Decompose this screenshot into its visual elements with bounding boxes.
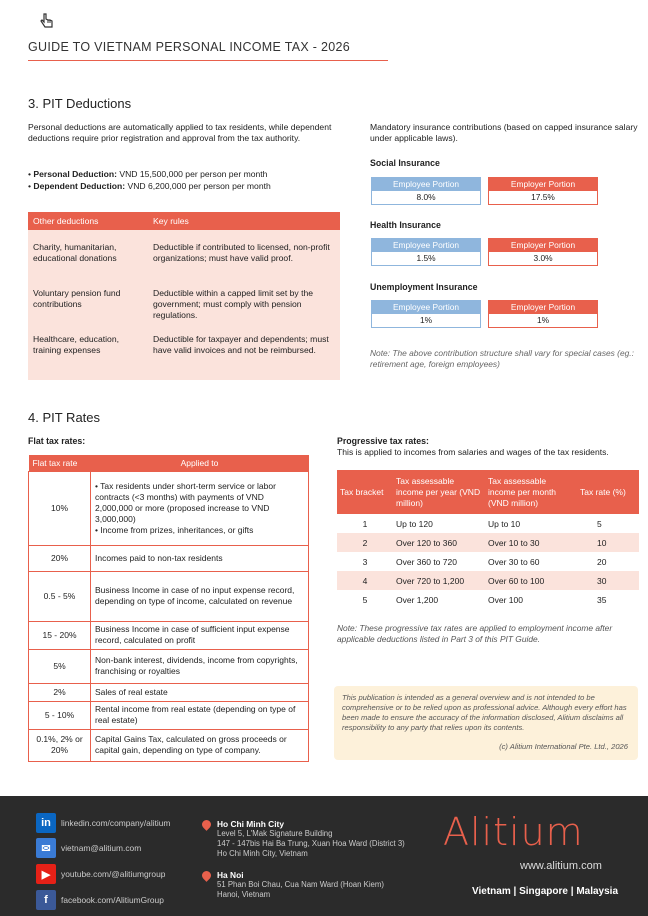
table-cell: Incomes paid to non-tax residents — [91, 545, 309, 571]
office-hcmc — [202, 819, 405, 859]
employee-portion-label: Employee Portion — [371, 177, 481, 191]
facebook-link[interactable] — [36, 890, 164, 910]
table-cell: Over 60 to 100 — [485, 571, 577, 590]
table-cell: Over 100 — [488, 594, 523, 605]
table-cell: 1 — [362, 518, 368, 529]
employer-portion-box — [488, 300, 598, 328]
table-cell: 0.5 - 5% — [29, 571, 91, 621]
table-row — [29, 471, 309, 545]
email-link[interactable] — [36, 838, 141, 858]
table-cell: Business Income in case of no input expense record, depending on type of income, calculated on revenue — [91, 571, 309, 621]
youtube-icon: ▶ — [36, 864, 56, 884]
office-address-line: Level 5, L'Mak Signature Building — [217, 829, 333, 838]
website-link[interactable]: www.alitium.com — [520, 860, 602, 872]
table-row — [29, 621, 309, 649]
table-cell: 2% — [29, 683, 91, 701]
table-cell: 15 - 20% — [29, 621, 91, 649]
table-cell: Rental income from real estate (depending on type of real estate) — [91, 701, 309, 729]
table-cell: 5% — [29, 649, 91, 683]
employee-portion-value: 8.0% — [371, 191, 481, 205]
table-cell: 3 — [362, 556, 368, 567]
personal-deduction-item: • Personal Deduction: VND 15,500,000 per person per month — [28, 169, 268, 179]
table-cell: Over 360 to 720 — [396, 556, 457, 567]
employer-portion-box — [488, 177, 598, 205]
office-address-line: Hanoi, Vietnam — [217, 890, 271, 899]
brand-logo: Alitium — [443, 810, 584, 854]
dependent-deduction-item: • Dependent Deduction: VND 6,200,000 per person per month — [28, 181, 271, 191]
progressive-rates-title: Progressive tax rates: — [337, 436, 429, 446]
office-city: Ho Chi Minh City — [217, 819, 284, 829]
page-title: GUIDE TO VIETNAM PERSONAL INCOME TAX - 2026 — [28, 40, 351, 54]
table-cell: 30 — [577, 571, 639, 590]
disclaimer-box — [334, 686, 638, 760]
table-cell: Healthcare, education, training expenses — [33, 334, 119, 355]
progressive-note: Note: These progressive tax rates are applied to employment income after applicable deductions listed in Part 3 of this PIT Guide. — [337, 623, 613, 644]
table-cell: Voluntary pension fund contributions — [33, 288, 121, 309]
employee-portion-label: Employee Portion — [371, 300, 481, 314]
table-cell: 10% — [29, 471, 91, 545]
table-cell: Over 120 to 360 — [393, 533, 485, 552]
table-row — [337, 590, 639, 609]
table-row — [28, 288, 340, 334]
table-row — [29, 649, 309, 683]
disclaimer-text: This publication is intended as a general overview and is not intended to be comprehensive or to be relied upon as professional advice. Although every effort has been made to ensure the accuracy of the information disclosed, Alitium disclaims all responsibility to any party that relies upon its contents. — [342, 693, 627, 732]
table-cell: 5 — [362, 594, 368, 605]
table-cell: 4 — [337, 571, 393, 590]
brand-countries: Vietnam | Singapore | Malaysia — [472, 886, 619, 897]
table-cell: Up to 10 — [488, 518, 521, 529]
table-cell: 20 — [597, 556, 607, 567]
table-cell: • Tax residents under short-term service or labor contracts (<3 months) with payments of VND 2,000,000 or more (proposed increase to VND 3,000,000) • Income from prizes, inheritances, or gifts — [91, 471, 309, 545]
facebook-icon: f — [36, 890, 56, 910]
office-address-line: 51 Phan Boi Chau, Cua Nam Ward (Hoan Kiem) — [217, 880, 384, 889]
table-row — [29, 729, 309, 761]
employer-portion-value: 17.5% — [488, 191, 598, 205]
table-cell: Capital Gains Tax, calculated on gross proceeds or capital gain, depending on type of company. — [91, 729, 309, 761]
table-cell: 35 — [597, 594, 607, 605]
employer-portion-label: Employer Portion — [488, 300, 598, 314]
linkedin-text: linkedin.com/company/alitium — [61, 818, 171, 828]
deductions-intro: Personal deductions are automatically applied to tax residents, while dependent deductions require prior registration and approval from the tax authority. — [28, 122, 332, 143]
column-header: Tax assessable income per month (VND million) — [485, 470, 577, 514]
table-row — [337, 514, 639, 533]
employer-portion-value: 3.0% — [488, 252, 598, 266]
table-cell: Deductible within a capped limit set by the government; must comply with pension regulations. — [153, 288, 314, 320]
email-text: vietnam@alitium.com — [61, 843, 142, 853]
column-header: Flat tax rate — [29, 455, 91, 471]
title-divider — [28, 60, 388, 61]
table-cell: Charity, humanitarian, educational donations — [33, 242, 117, 263]
table-cell: 20% — [29, 545, 91, 571]
table-cell: 5 — [597, 518, 602, 529]
flat-rates-title: Flat tax rates: — [28, 436, 86, 446]
employer-portion-label: Employer Portion — [488, 238, 598, 252]
table-cell: Deductible if contributed to licensed, non-profit organizations; must have valid proof. — [153, 242, 330, 263]
table-row — [337, 552, 639, 571]
employee-portion-box — [371, 300, 481, 328]
location-pin-icon — [200, 818, 213, 831]
table-cell: Non-bank interest, dividends, income from copyrights, franchising or royalties — [91, 649, 309, 683]
linkedin-icon: in — [36, 813, 56, 833]
employee-portion-value: 1% — [371, 314, 481, 328]
office-city: Ha Noi — [217, 870, 244, 880]
insurance-note: Note: The above contribution structure shall vary for special cases (eg.: retirement age, foreign employees) — [370, 348, 634, 369]
email-icon: ✉ — [36, 838, 56, 858]
table-cell: Over 1,200 — [396, 594, 439, 605]
table-cell: 5 - 10% — [29, 701, 91, 729]
section-4-heading: 4. PIT Rates — [28, 410, 101, 425]
location-pin-icon — [200, 869, 213, 882]
table-row — [337, 571, 639, 590]
table-row — [29, 701, 309, 729]
table-cell: 2 — [337, 533, 393, 552]
other-deductions-table — [28, 212, 340, 380]
youtube-link[interactable] — [36, 864, 165, 884]
employee-portion-box — [371, 177, 481, 205]
table-cell: Over 720 to 1,200 — [393, 571, 485, 590]
table-row — [29, 545, 309, 571]
employee-portion-value: 1.5% — [371, 252, 481, 266]
column-header: Key rules — [148, 212, 340, 230]
office-address-line: 147 - 147bis Hai Ba Trung, Xuan Hoa Ward (District 3) — [217, 839, 405, 848]
deduction-bullets — [28, 168, 333, 192]
column-header: Tax rate (%) — [577, 470, 639, 514]
hand-pointer-icon — [39, 13, 55, 29]
table-cell: 0.1%, 2% or 20% — [29, 729, 91, 761]
flat-tax-table — [28, 455, 309, 762]
table-cell: Over 30 to 60 — [488, 556, 540, 567]
facebook-text: facebook.com/AlitiumGroup — [61, 895, 164, 905]
office-address-line: Ho Chi Minh City, Vietnam — [217, 849, 308, 858]
table-row — [28, 334, 340, 380]
table-cell: Deductible for taxpayer and dependents; must have valid invoices and not be reimbursed. — [153, 334, 329, 355]
table-row — [29, 683, 309, 701]
table-row — [28, 230, 340, 288]
column-header: Other deductions — [28, 212, 148, 230]
progressive-subtitle: This is applied to incomes from salaries and wages of the tax residents. — [337, 447, 609, 457]
employer-portion-label: Employer Portion — [488, 177, 598, 191]
table-cell: Over 10 to 30 — [485, 533, 577, 552]
column-header: Applied to — [91, 455, 309, 471]
insurance-label: Unemployment Insurance — [370, 282, 478, 292]
employee-portion-box — [371, 238, 481, 266]
linkedin-link[interactable] — [36, 813, 170, 833]
table-row — [29, 571, 309, 621]
insurance-intro: Mandatory insurance contributions (based on capped insurance salary under applicable laws). — [370, 122, 638, 143]
progressive-tax-table — [337, 470, 639, 609]
section-3-heading: 3. PIT Deductions — [28, 96, 132, 111]
insurance-label: Social Insurance — [370, 158, 440, 168]
table-cell: Business Income in case of sufficient input expense record, calculated on profit — [91, 621, 309, 649]
employer-portion-value: 1% — [488, 314, 598, 328]
table-cell: Up to 120 — [396, 518, 433, 529]
youtube-text: youtube.com/@alitiumgroup — [61, 869, 166, 879]
employee-portion-label: Employee Portion — [371, 238, 481, 252]
copyright-text: (c) Alitium International Pte. Ltd., 2026 — [499, 742, 628, 751]
employer-portion-box — [488, 238, 598, 266]
office-hanoi — [202, 870, 384, 900]
table-cell: Sales of real estate — [91, 683, 309, 701]
table-cell: 10 — [577, 533, 639, 552]
column-header: Tax assessable income per year (VND million) — [393, 470, 485, 514]
column-header: Tax bracket — [337, 470, 393, 514]
insurance-label: Health Insurance — [370, 220, 441, 230]
table-row — [337, 533, 639, 552]
